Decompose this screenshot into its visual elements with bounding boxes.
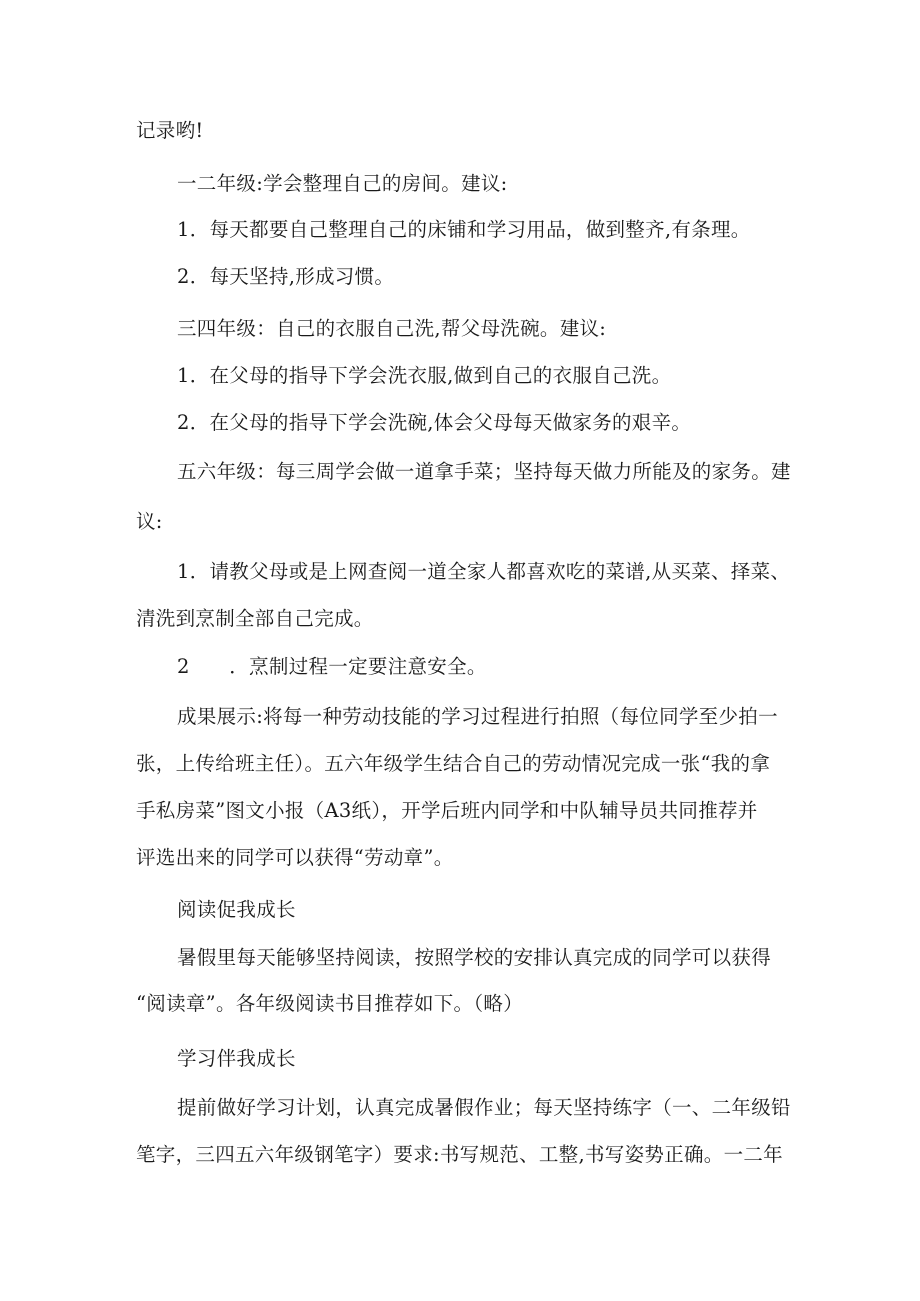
text-line-grade-1-2-item-2: 2．每天坚持,形成习惯。 <box>177 265 395 288</box>
text-line-grade-5-6-item-1: 1．请教父母或是上网查阅一道全家人都喜欢吃的菜谱,从买菜、择菜、 <box>177 560 791 583</box>
text-line-continuation: 记录哟! <box>136 119 204 142</box>
text-line-results-2: 张，上传给班主任）。五六年级学生结合自己的劳动情况完成一张“我的拿 <box>136 752 771 775</box>
text-line-grade-5-6-item-2: 2 ．烹制过程一定要注意安全。 <box>177 655 487 678</box>
text-line-grade-3-4-item-1: 1．在父母的指导下学会洗衣服,做到自己的衣服自己洗。 <box>177 364 672 387</box>
text-line-grade-5-6-heading: 五六年级：每三周学会做一道拿手菜；坚持每天做力所能及的家务。建 <box>177 460 791 483</box>
text-line-study-1: 提前做好学习计划，认真完成暑假作业；每天坚持练字（一、二年级铅 <box>177 1096 791 1119</box>
section-heading-study: 学习伴我成长 <box>177 1047 296 1070</box>
text-line-results-1: 成果展示:将每一种劳动技能的学习过程进行拍照（每位同学至少拍一 <box>177 705 778 728</box>
text-line-grade-3-4-heading: 三四年级：自己的衣服自己洗,帮父母洗碗。建议: <box>177 317 607 340</box>
text-line-grade-5-6-item-1-cont: 清洗到烹制全部自己完成。 <box>136 607 374 630</box>
text-line-grade-3-4-item-2: 2．在父母的指导下学会洗碗,体会父母每天做家务的艰辛。 <box>177 411 692 434</box>
text-line-grade-1-2-heading: 一二年级:学会整理自己的房间。建议: <box>177 172 508 195</box>
text-line-results-3: 手私房菜”图文小报（A3纸），开学后班内同学和中队辅导员共同推荐并 <box>136 799 758 822</box>
text-line-reading-1: 暑假里每天能够坚持阅读，按照学校的安排认真完成的同学可以获得 <box>177 946 772 969</box>
text-line-results-4: 评选出来的同学可以获得“劳动章”。 <box>136 846 454 869</box>
text-line-reading-2: “阅读章”。各年级阅读书目推荐如下。（略） <box>136 992 523 1015</box>
text-line-grade-5-6-heading-cont: 议: <box>136 510 163 533</box>
text-line-grade-1-2-item-1: 1．每天都要自己整理自己的床铺和学习用品，做到整齐,有条理。 <box>177 218 751 241</box>
text-line-study-2: 笔字，三四五六年级钢笔字）要求:书写规范、工整,书写姿势正确。一二年 <box>136 1143 783 1166</box>
section-heading-reading: 阅读促我成长 <box>177 898 296 921</box>
